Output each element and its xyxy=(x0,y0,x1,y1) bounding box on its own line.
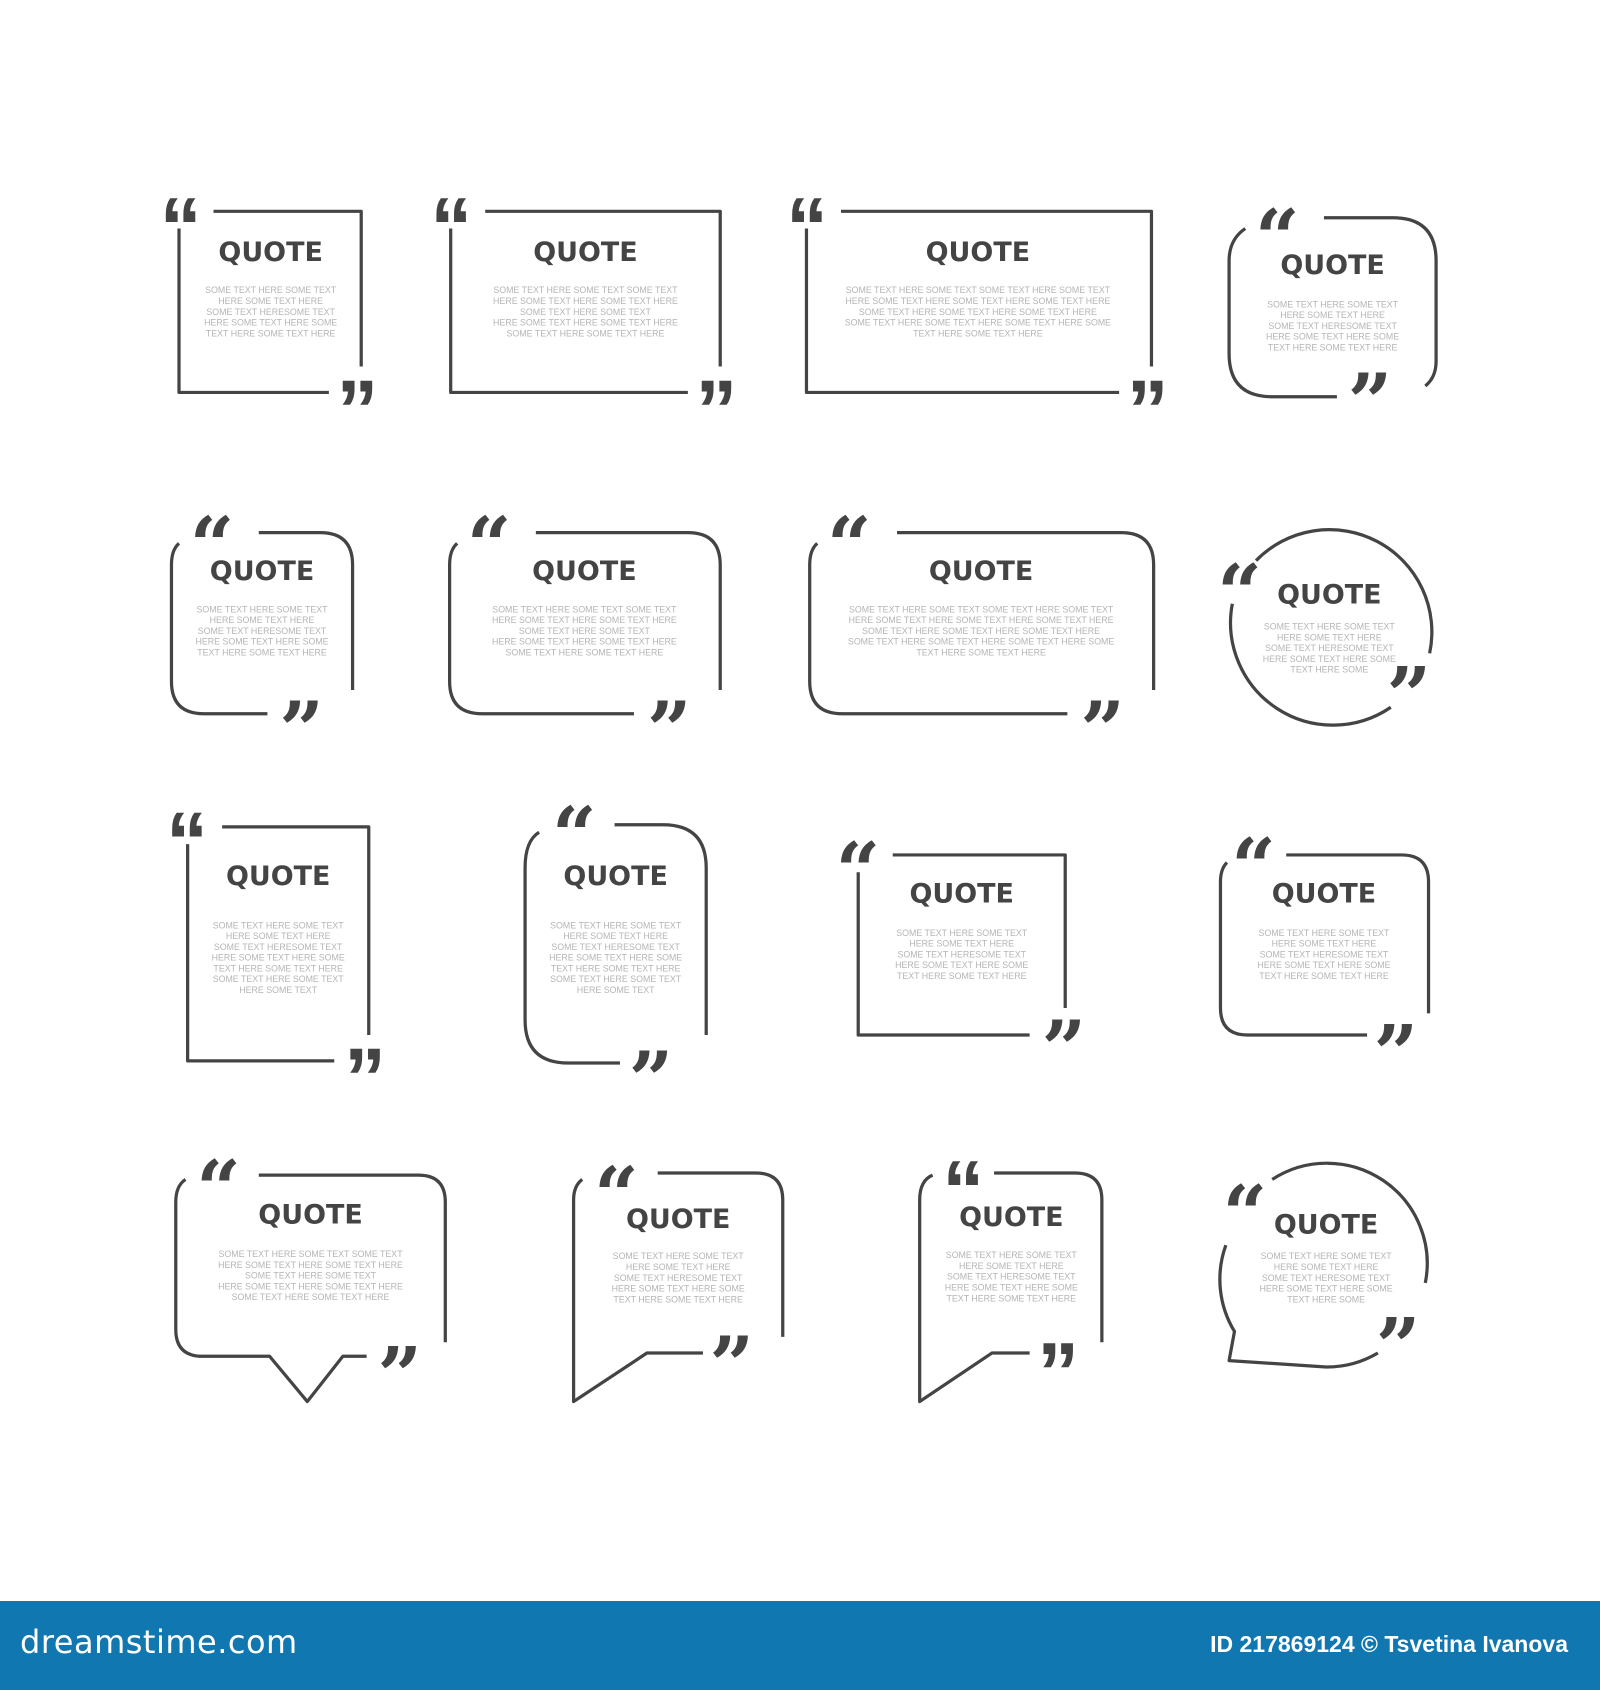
quote-body-line: SOME TEXT HERE SOME TEXT xyxy=(896,927,1028,938)
quote-title: QUOTE xyxy=(218,236,323,268)
close-quote-icon: ” xyxy=(1347,357,1393,449)
quote-body-line: HERE SOME TEXT HERE SOME xyxy=(211,952,345,963)
quote-body-line: HERE SOME TEXT HERE SOME xyxy=(1259,1283,1393,1294)
quote-title: QUOTE xyxy=(1280,249,1385,281)
quote-body-line: SOME TEXT HERE SOME TEXT xyxy=(518,625,650,636)
quote-frame-16 xyxy=(1220,1163,1427,1392)
open-quote-icon: “ xyxy=(942,1143,985,1238)
quote-frame-14 xyxy=(574,1151,783,1411)
quote-body-line: SOME TEXT HERE SOME TEXT xyxy=(205,285,337,296)
quote-body-line: SOME TEXT HERE SOME TEXT xyxy=(519,306,651,317)
open-quote-icon: “ xyxy=(159,180,202,275)
close-quote-icon: ” xyxy=(343,1031,387,1126)
image-credit: ID 217869124 © Tsvetina Ivanova xyxy=(1210,1631,1568,1657)
quote-title: QUOTE xyxy=(1277,579,1382,611)
open-quote-icon: “ xyxy=(552,790,597,882)
close-quote-icon: ” xyxy=(1037,1325,1080,1420)
close-quote-icon: ” xyxy=(1375,1301,1421,1393)
quote-title: QUOTE xyxy=(1273,1209,1379,1241)
open-quote-icon: “ xyxy=(166,795,209,890)
quote-body-line: TEXT HERE SOME TEXT HERE xyxy=(1267,342,1398,353)
quote-body-line: SOME TEXT HERESOME TEXT xyxy=(613,1272,743,1283)
quote-body-line: HERE SOME TEXT HERE SOME TEXT HERE SOME TEXT HERE xyxy=(848,615,1114,626)
quote-title: QUOTE xyxy=(209,556,315,588)
close-quote-icon: ” xyxy=(709,1319,755,1411)
quote-body-line: TEXT HERE SOME xyxy=(1290,664,1369,675)
quote-body-line: TEXT HERE SOME xyxy=(1287,1294,1366,1305)
quote-body-line: HERE SOME TEXT xyxy=(239,984,318,995)
close-quote-icon: ” xyxy=(1080,684,1125,776)
quote-body-line: HERE SOME TEXT HERE xyxy=(1273,1262,1379,1273)
quote-body-line: SOME TEXT HERE SOME TEXT xyxy=(212,974,344,985)
quote-frame-13 xyxy=(176,1144,446,1422)
open-quote-icon: “ xyxy=(1222,1168,1268,1260)
quote-body-line: HERE SOME TEXT HERE SOME xyxy=(944,1282,1078,1293)
quote-body-line: HERE SOME TEXT HERE xyxy=(1280,310,1385,321)
quote-title: QUOTE xyxy=(533,236,638,268)
quote-body-line: HERE SOME TEXT HERE SOME TEXT HERE xyxy=(493,317,678,328)
quote-body-line: HERE SOME TEXT HERE xyxy=(625,1262,731,1273)
quote-body-line: SOME TEXT HERESOME TEXT xyxy=(213,941,343,952)
quote-body-line: SOME TEXT HERESOME TEXT xyxy=(551,941,680,952)
open-quote-icon: “ xyxy=(189,500,235,592)
quote-body-line: TEXT HERE SOME TEXT HERE xyxy=(896,970,1027,981)
close-quote-icon: ” xyxy=(1041,1003,1087,1095)
quote-body-line: SOME TEXT HERESOME TEXT xyxy=(1268,320,1397,331)
quote-body-line: SOME TEXT HERE SOME TEXT HERE SOME TEXT HERE SOME xyxy=(847,636,1115,647)
open-quote-icon: “ xyxy=(785,180,829,275)
quote-body-line: SOME TEXT HERESOME TEXT xyxy=(1261,1272,1391,1283)
close-quote-icon: ” xyxy=(1386,650,1432,742)
quote-body-line: TEXT HERE SOME TEXT HERE xyxy=(613,1294,743,1305)
quote-body-line: SOME TEXT HERE SOME TEXT SOME TEXT HERE SOME TEXT xyxy=(848,604,1114,615)
quote-frame-5 xyxy=(171,500,352,775)
quote-frame-4 xyxy=(1229,193,1436,448)
quote-body-line: HERE SOME TEXT HERE SOME TEXT HERE xyxy=(491,615,677,626)
quote-body-line: HERE SOME TEXT HERE SOME xyxy=(204,317,338,328)
quote-body-line: HERE SOME TEXT HERE SOME TEXT HERE xyxy=(491,636,677,647)
quote-body-line: HERE SOME TEXT HERE xyxy=(209,615,315,626)
quote-body-line: HERE SOME TEXT HERE xyxy=(563,931,668,942)
quote-title: QUOTE xyxy=(925,236,1031,268)
quote-title: QUOTE xyxy=(959,1201,1064,1233)
quote-body-line: TEXT HERE SOME TEXT HERE xyxy=(916,647,1046,658)
quote-body-line: HERE SOME TEXT HERE SOME TEXT HERE SOME TEXT HERE xyxy=(845,296,1111,307)
quote-frame-12 xyxy=(1220,822,1428,1100)
quote-title: QUOTE xyxy=(225,861,331,893)
open-quote-icon: “ xyxy=(1231,821,1276,913)
quote-body-line: TEXT HERE SOME TEXT HERE xyxy=(1259,970,1389,981)
open-quote-icon: “ xyxy=(594,1150,639,1242)
quote-body-line: SOME TEXT HERE SOME TEXT xyxy=(612,1251,744,1262)
quote-body-line: HERE SOME TEXT HERE SOME xyxy=(195,636,329,647)
dreamstime-logo[interactable]: dreamstime.com xyxy=(20,1623,298,1661)
quote-body-line: SOME TEXT HERE SOME TEXT xyxy=(1263,621,1395,632)
quote-body-line: HERE SOME TEXT HERE SOME xyxy=(549,952,683,963)
quote-title: QUOTE xyxy=(1271,878,1377,910)
quote-body-line: SOME TEXT HERE SOME TEXT xyxy=(245,1270,377,1281)
footer-banner xyxy=(0,1601,1600,1690)
quote-body-line: HERE SOME TEXT HERE SOME TEXT HERE xyxy=(218,1259,403,1270)
quote-body-line: SOME TEXT HERE SOME TEXT SOME TEXT xyxy=(493,285,678,296)
quote-frame-11 xyxy=(836,826,1087,1095)
quote-body-line: SOME TEXT HERE SOME TEXT SOME TEXT HERE SOME TEXT xyxy=(845,285,1111,296)
open-quote-icon: “ xyxy=(826,500,872,592)
quote-body-line: HERE SOME TEXT HERE xyxy=(1277,632,1382,643)
quote-title: QUOTE xyxy=(625,1203,731,1235)
quote-frame-1 xyxy=(160,181,379,457)
quote-body-line: SOME TEXT HERESOME TEXT xyxy=(206,306,335,317)
quote-body-line: SOME TEXT HERE SOME TEXT HERE xyxy=(505,647,664,658)
quote-body-line: SOME TEXT HERE SOME TEXT SOME TEXT xyxy=(218,1249,403,1260)
open-quote-icon: “ xyxy=(835,826,881,918)
quote-body-line: SOME TEXT HERESOME TEXT xyxy=(1259,949,1389,960)
quote-body-line: SOME TEXT HERE SOME TEXT xyxy=(212,920,344,931)
quote-frame-3 xyxy=(786,181,1169,457)
quote-body-line: SOME TEXT HERE SOME TEXT xyxy=(196,604,328,615)
quote-body-line: SOME TEXT HERE SOME TEXT xyxy=(1258,927,1390,938)
open-quote-icon: “ xyxy=(1254,193,1300,285)
close-quote-icon: ” xyxy=(1373,1008,1419,1100)
quote-body-line: SOME TEXT HERESOME TEXT xyxy=(197,625,327,636)
quote-body-line: TEXT HERE SOME TEXT HERE xyxy=(550,963,681,974)
quote-frame-10 xyxy=(525,790,706,1126)
quote-body-line: TEXT HERE SOME TEXT HERE xyxy=(197,647,327,658)
close-quote-icon: ” xyxy=(336,362,379,457)
close-quote-icon: ” xyxy=(279,684,324,776)
quote-body-line: TEXT HERE SOME TEXT HERE xyxy=(946,1293,1077,1304)
quote-body-line: SOME TEXT HERE SOME TEXT HERE SOME TEXT HERE SOME xyxy=(844,317,1112,328)
open-quote-icon: “ xyxy=(1217,547,1262,639)
quote-body-line: HERE SOME TEXT HERE SOME xyxy=(1262,653,1396,664)
quote-body-line: HERE SOME TEXT HERE xyxy=(909,938,1015,949)
quote-body-line: HERE SOME TEXT xyxy=(576,984,655,995)
close-quote-icon: ” xyxy=(1126,362,1169,457)
quote-frame-6 xyxy=(450,500,721,775)
quote-frame-8 xyxy=(1217,530,1432,742)
close-quote-icon: ” xyxy=(377,1330,423,1422)
quote-body-line: SOME TEXT HERE SOME TEXT xyxy=(945,1250,1077,1261)
quote-frame-9 xyxy=(166,795,386,1125)
quote-body-line: HERE SOME TEXT HERE xyxy=(225,931,331,942)
quote-title: QUOTE xyxy=(532,556,637,588)
quote-title: QUOTE xyxy=(928,556,1034,588)
quote-title: QUOTE xyxy=(909,878,1014,910)
open-quote-icon: “ xyxy=(466,500,512,592)
quote-body-line: SOME TEXT HERE SOME TEXT xyxy=(550,974,682,985)
quote-body-line: SOME TEXT HERE SOME TEXT HERE SOME TEXT HERE xyxy=(858,306,1097,317)
quote-body-line: TEXT HERE SOME TEXT HERE xyxy=(213,963,343,974)
quote-body-line: HERE SOME TEXT HERE SOME xyxy=(611,1283,745,1294)
close-quote-icon: ” xyxy=(628,1035,674,1127)
quote-body-line: SOME TEXT HERESOME TEXT xyxy=(897,949,1026,960)
quote-body-line: HERE SOME TEXT HERE SOME xyxy=(1266,331,1400,342)
quote-body-line: SOME TEXT HERE SOME TEXT xyxy=(1260,1251,1392,1262)
close-quote-icon: ” xyxy=(695,362,738,457)
quote-title: QUOTE xyxy=(258,1199,363,1231)
quote-body-line: SOME TEXT HERE SOME TEXT HERE SOME TEXT HERE xyxy=(862,625,1101,636)
quote-body-line: SOME TEXT HERE SOME TEXT xyxy=(550,920,682,931)
quote-frame-7 xyxy=(810,500,1154,775)
quote-body-line: HERE SOME TEXT HERE SOME xyxy=(1257,960,1391,971)
quote-body-line: SOME TEXT HERE SOME TEXT HERE xyxy=(231,1292,390,1303)
quote-frame-2 xyxy=(430,181,737,457)
quote-body-line: TEXT HERE SOME TEXT HERE xyxy=(913,328,1043,339)
close-quote-icon: ” xyxy=(646,684,692,776)
quote-body-line: HERE SOME TEXT HERE xyxy=(1271,938,1377,949)
quote-body-line: HERE SOME TEXT HERE SOME xyxy=(895,960,1029,971)
quote-body-line: HERE SOME TEXT HERE xyxy=(958,1260,1064,1271)
quote-body-line: HERE SOME TEXT HERE SOME TEXT HERE xyxy=(493,296,678,307)
quote-body-line: SOME TEXT HERE SOME TEXT SOME TEXT xyxy=(492,604,677,615)
open-quote-icon: “ xyxy=(196,1144,241,1236)
quote-body-line: SOME TEXT HERESOME TEXT xyxy=(947,1271,1076,1282)
quote-frame-15 xyxy=(920,1143,1102,1419)
quote-body-line: HERE SOME TEXT HERE xyxy=(218,296,323,307)
quote-body-line: SOME TEXT HERE SOME TEXT xyxy=(1267,299,1399,310)
open-quote-icon: “ xyxy=(430,180,473,275)
quote-body-line: HERE SOME TEXT HERE SOME TEXT HERE xyxy=(218,1281,403,1292)
quote-body-line: SOME TEXT HERESOME TEXT xyxy=(1265,643,1394,654)
quote-body-line: SOME TEXT HERE SOME TEXT HERE xyxy=(506,328,665,339)
quote-body-line: TEXT HERE SOME TEXT HERE xyxy=(205,328,336,339)
quote-title: QUOTE xyxy=(563,861,668,893)
